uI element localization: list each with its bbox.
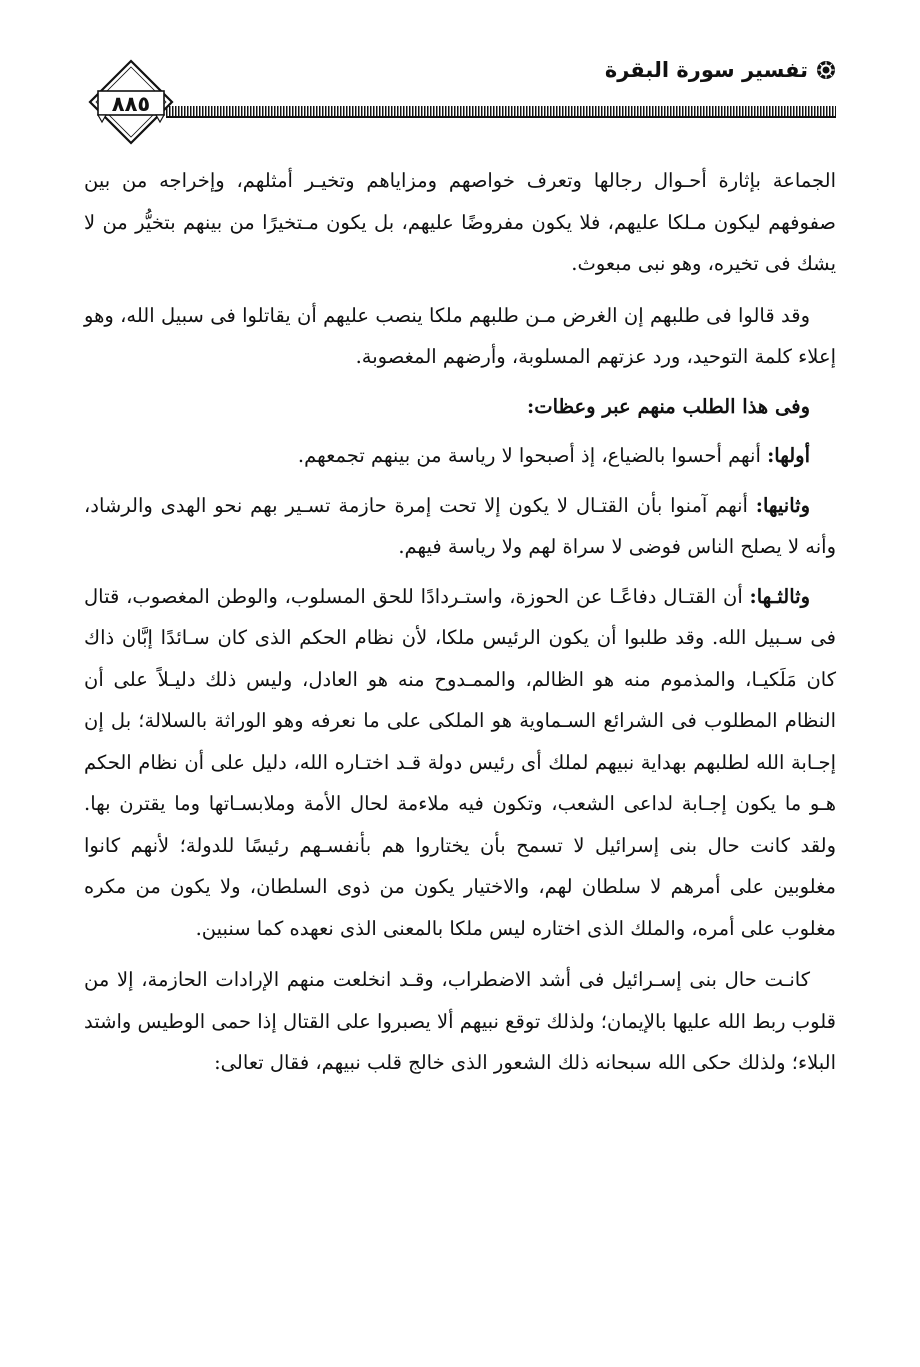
header-hatched-rule [166,106,836,116]
point-first-label: أولها: [767,444,810,467]
point-second-text: أنهم آمنوا بأن القتـال لا يكون إلا تحت إمرة حازمة تسـير بهم نحو الهدى والرشاد، وأنه لا يصلح الناس فوضى لا سراة لهم ولا رياسة فيهم. [84,493,836,558]
point-first [84,435,836,477]
page-number-badge [84,58,178,150]
point-third-label: وثالثـها: [749,584,810,608]
header-rule-line [166,116,836,118]
paragraph-2: وقد قالوا فى طلبهم إن الغرض مـن طلبهم ملكا ينصب عليهم أن يقاتلوا فى سبيل الله، وهو إعلاء كلمة التوحيد، ورد عزتهم المسلوبة، وأرضهم المغصوبة. [84,303,836,368]
section-heading: وفى هذا الطلب منهم عبر وعظات: [527,394,810,418]
page-number: ٨٨٥ [111,92,151,116]
point-second-label: وثانيها: [755,493,810,517]
paragraph-1: الجماعة بإثارة أحـوال رجالها وتعرف خواصهم ومزاياهم وتخيـر أمثلهم، وإخراجه من بين صفوفهم ليكون مـلكا عليهم، فلا يكون مفروضًا عليهم، بل يكون مـتخيرًا من بينهم بتخيُّر من لا يشك فى تخيره، وهو نبى مبعوث. [84,169,836,275]
point-third [84,576,836,950]
book-title: تفسير سورة البقرة [604,58,808,82]
point-second [84,485,836,568]
page-body [84,160,836,1092]
running-title [605,58,836,82]
page-header [84,58,836,150]
point-third-text: أن القتـال دفاعًـا عن الحوزة، واستـردادًا للحق المسلوب، والوطن المغصوب، قتال فى سـبيل الله. وقد طلبوا أن يكون الرئيس ملكا، لأن نظام الحكم الذى كان سـائدًا إبَّان ذاك كان مَلَكيـا، والمذموم منه هو الظالم، والممـدوح منه هو العادل، وليس ذلك دليـلاً على أن النظام المطلوب فى الشرائع السـماوية هو الملكى على ما نعرفه وهو الوراثة بالسلالة؛ بل إن إجـابة الله لطلبهم بهداية نبيهم لملك أى رئيس دولة قـد اختـاره الله، دليل على أن نظام الحكم هـو ما يكون إجـابة لداعى الشعب، وتكون فيه ملاءمة لحال الأمة وملابسـاتها وما يقترن بها. ولقد كانت حال بنى إسرائيل لا تسمح بأن يختاروا هم بأنفسـهم رئيسًا للدولة؛ لأنهم كانوا مغلوبين على أمرهم لا سلطان لهم، والاختيار يكون من ذوى السلطان، ولا يكون من مكره مغلوب على أمره، والملك الذى اختاره ليس ملكا بالمعنى الذى نعهده كما سنبين. [84,584,836,940]
point-first-text: أنهم أحسوا بالضياع، إذ أصبحوا لا رياسة من بينهم تجمعهم. [297,444,768,467]
paragraph-last: كانـت حال بنى إسـرائيل فى أشد الاضطراب، وقـد انخلعت منهم الإرادات الحازمة، إلا من قلوب ربط الله عليها بالإيمان؛ ولذلك توقع نبيهم ألا يصبروا على القتال إذا حمى الوطيس واشتد البلاء؛ ولذلك حكى الله سبحانه ذلك الشعور الذى خالج قلب نبيهم، فقال تعالى: [84,968,836,1074]
flower-ornament-icon [816,60,836,80]
